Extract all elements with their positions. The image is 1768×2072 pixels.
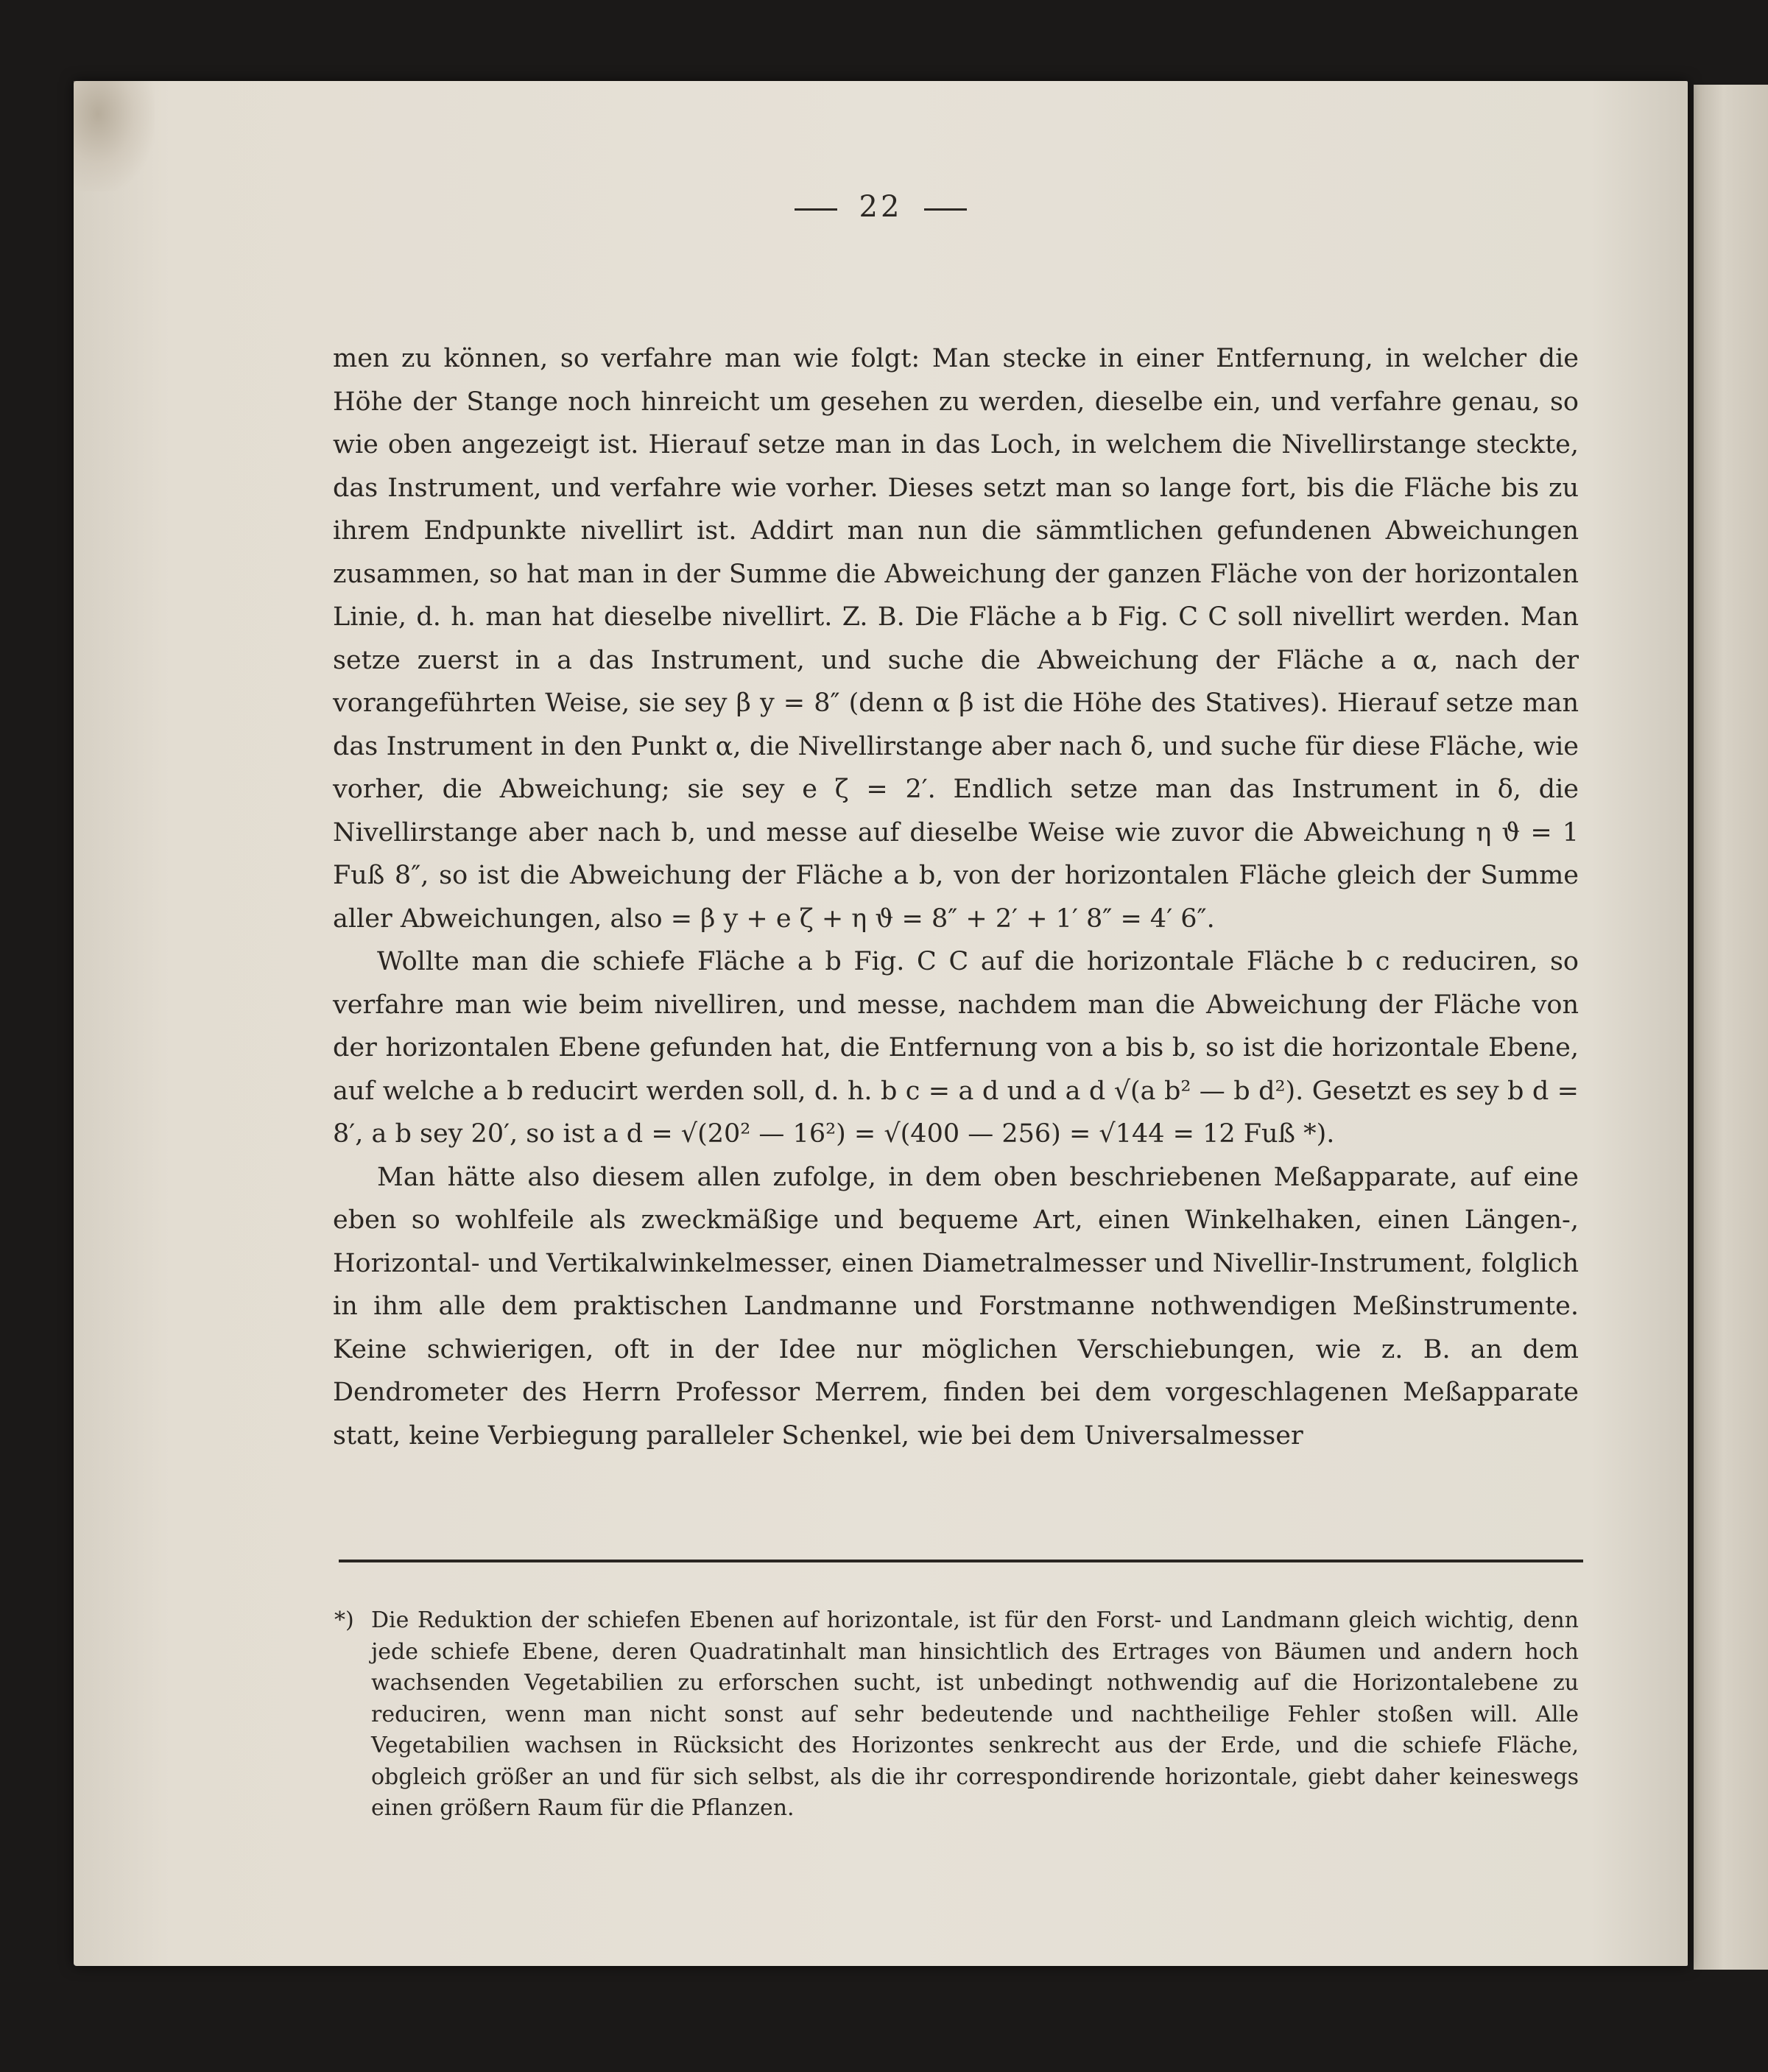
page-corner-stain [74,81,155,191]
header-dash-right [924,208,967,211]
page-number: 22 [859,190,903,224]
paragraph: men zu können, so verfahre man wie folgt: Man stecke in einer Entfernung, in welcher die Höhe der Stange noch hinreicht um gesehen zu werden, dieselbe ein, und verfahre genau, so wie oben angezeigt ist. Hierauf setze man in das Loch, in welchem die Nivellirstange steckte, das Instrument, und verfahre wie vorher. Dieses setzt man so lange fort, bis die Fläche bis zu ihrem Endpunkte nivellirt ist. Addirt man nun die sämmtlichen gefundenen Abweichungen zusammen, so hat man in der Summe die Abweichung der ganzen Fläche von der horizontalen Linie, d. h. man hat dieselbe nivellirt. Z. B. Die Fläche a b Fig. C C soll nivellirt werden. Man setze zuerst in a das Instrument, und suche die Abweichung der Fläche a α, nach der vorangeführten Weise, sie sey β y = 8″ (denn α β ist die Höhe des Statives). Hierauf setze man das Instrument in den Punkt α, die Nivellirstange aber nach δ, und suche für diese Fläche, wie vorher, die Abweichung; sie sey e ζ = 2′. Endlich setze man das Instrument in δ, die Nivellirstange aber nach b, und messe auf dieselbe Weise wie zuvor die Abweichung η ϑ = 1 Fuß 8″, so ist die Abweichung der Fläche a b, von der horizontalen Fläche gleich der Summe aller Abweichungen, also = β y + e ζ + η ϑ = 8″ + 2′ + 1′ 8″ = 4′ 6″. [333,344,1579,934]
paragraph: Man hätte also diesem allen zufolge, in dem oben beschriebenen Meßapparate, auf eine eben so wohlfeile als zweckmäßige und bequeme Art, einen Winkelhaken, einen Längen-, Horizontal- und Vertikalwinkelmesser, einen Diametralmesser und Nivellir-Instrument, folglich in ihm alle dem praktischen Landmanne und Forstmanne nothwendigen Meßinstrumente. Keine schwierigen, oft in der Idee nur möglichen Verschiebungen, wie z. B. an dem Dendrometer des Herrn Professor Merrem, finden bei dem vorgeschlagenen Meßapparate statt, keine Verbiegung paralleler Schenkel, wie bei dem Universalmesser [333,1162,1579,1451]
footnote-separator-rule [339,1560,1583,1562]
adjacent-page-edge [1694,85,1768,1970]
header-dash-left [795,208,837,211]
footnote-text: Die Reduktion der schiefen Ebenen auf horizontale, ist für den Forst- und Landmann gleich wichtig, denn jede schiefe Ebene, deren Quadratinhalt man hinsichtlich des Ertrages von Bäumen und andern hoch wachsenden Vegetabilien zu erforschen sucht, ist unbedingt nothwendig auf die Horizontalebene zu reduciren, wenn man nicht sonst auf sehr bedeutende und nachtheilige Fehler stoßen will. Alle Vegetabilien wachsen in Rücksicht des Horizontes senkrecht aus der Erde, und die schiefe Fläche, obgleich größer an und für sich selbst, als die ihr correspondirende horizontale, giebt daher keineswegs einen größern Raum für die Pflanzen. [371,1607,1579,1821]
footnote-marker: *) [334,1607,354,1633]
main-text [333,337,1579,1457]
page-header [74,190,1688,224]
book-page [74,81,1688,1966]
paragraph: Wollte man die schiefe Fläche a b Fig. C C auf die horizontale Fläche b c reduciren, so verfahre man wie beim nivelliren, und messe, nachdem man die Abweichung der Fläche von der horizontalen Ebene gefunden hat, die Entfernung von a bis b, so ist die horizontale Ebene, auf welche a b reducirt werden soll, d. h. b c = a d und a d √(a b² — b d²). Gesetzt es sey b d = 8′, a b sey 20′, so ist a d = √(20² — 16²) = √(400 — 256) = √144 = 12 Fuß *). [333,947,1579,1149]
footnote [334,1605,1579,1825]
